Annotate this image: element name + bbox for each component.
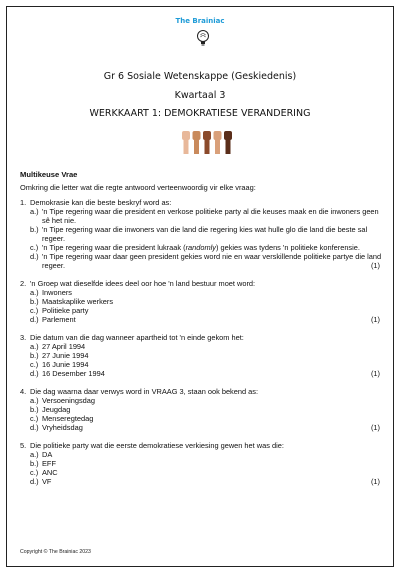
brand-name: The Brainiac [175, 17, 225, 25]
question-number: 1. [20, 198, 27, 207]
question-2 [20, 279, 386, 324]
answer-option[interactable] [30, 351, 386, 360]
answer-option[interactable] [30, 468, 386, 477]
fist-shape [203, 131, 211, 140]
option-letter[interactable]: c.) [30, 306, 39, 315]
question-5 [20, 441, 386, 486]
option-text: 16 Junie 1994 [42, 360, 89, 369]
option-text: Menseregtedag [42, 414, 94, 423]
option-letter[interactable]: b.) [30, 405, 39, 414]
answer-option[interactable] [30, 207, 386, 225]
option-text: 27 Junie 1994 [42, 351, 89, 360]
question-number: 2. [20, 279, 27, 288]
option-text-italic: randomly [185, 243, 216, 252]
option-text: 'n Tipe regering waar die president en verkose politieke party al die keuses maak en die inwoners geen sê het nie. [42, 207, 379, 225]
option-letter[interactable]: a.) [30, 288, 39, 297]
option-text: Parlement [42, 315, 76, 324]
question-number: 3. [20, 333, 27, 342]
worksheet-title: Gr 6 Sosiale Wetenskappe (Geskiedenis) [103, 71, 297, 82]
option-letter[interactable]: c.) [30, 243, 39, 252]
answer-option[interactable] [30, 315, 386, 324]
option-letter[interactable]: d.) [30, 315, 39, 324]
fist-shape [193, 131, 201, 140]
answer-option[interactable] [30, 288, 386, 297]
answer-option[interactable] [30, 405, 386, 414]
question-stem [20, 198, 386, 207]
worksheet-heading: WERKKAART 1: DEMOKRATIESE VERANDERING [89, 108, 311, 119]
option-letter[interactable]: b.) [30, 297, 39, 306]
option-letter[interactable]: d.) [30, 423, 39, 432]
question-stem [20, 441, 386, 450]
option-text-part: ) gekies was tydens 'n politieke konferensie. [215, 243, 360, 252]
option-letter[interactable]: b.) [30, 459, 39, 468]
answer-option[interactable] [30, 243, 386, 252]
arm-shape [184, 139, 189, 154]
option-text: VF [42, 477, 52, 486]
arm-shape [205, 139, 210, 154]
option-letter[interactable]: d.) [30, 252, 39, 261]
arm-shape [194, 139, 199, 154]
question-content [20, 170, 386, 495]
option-text: 27 April 1994 [42, 342, 86, 351]
option-letter[interactable]: c.) [30, 468, 39, 477]
raised-fists-icon [179, 129, 235, 155]
option-text: EFF [42, 459, 56, 468]
option-text: Vryheidsdag [42, 423, 83, 432]
lightbulb-logo-icon [195, 29, 211, 47]
answer-option[interactable] [30, 423, 386, 432]
question-4 [20, 387, 386, 432]
answer-option[interactable] [30, 477, 386, 486]
instruction-text: Omkring die letter wat die regte antwoord verteenwoordig vir elke vraag: [20, 183, 256, 192]
question-text: Die datum van die dag wanneer apartheid tot 'n einde gekom het: [30, 333, 244, 342]
option-letter[interactable]: d.) [30, 369, 39, 378]
option-letter[interactable]: a.) [30, 342, 39, 351]
option-letter[interactable]: b.) [30, 351, 39, 360]
option-list [30, 207, 386, 270]
term-label: Kwartaal 3 [174, 90, 226, 101]
fist-shape [214, 131, 222, 140]
answer-option[interactable] [30, 414, 386, 423]
question-list [20, 198, 386, 486]
fist-shape [224, 131, 232, 140]
option-letter[interactable]: a.) [30, 450, 39, 459]
option-text-part: 'n Tipe regering waar die president lukraak ( [42, 243, 186, 252]
answer-option[interactable] [30, 459, 386, 468]
answer-option[interactable] [30, 450, 386, 459]
answer-option[interactable] [30, 252, 386, 270]
option-text: DA [42, 450, 53, 459]
option-text: Inwoners [42, 288, 72, 297]
option-list [30, 450, 386, 486]
question-number: 5. [20, 441, 27, 450]
answer-option[interactable] [30, 360, 386, 369]
question-text: Demokrasie kan die beste beskryf word as: [30, 198, 172, 207]
option-text [42, 243, 386, 252]
question-number: 4. [20, 387, 27, 396]
section-title: Multikeuse Vrae [20, 170, 78, 179]
option-text: Maatskaplike werkers [42, 297, 114, 306]
option-letter[interactable]: a.) [30, 207, 39, 216]
option-text: 'n Tipe regering waar daar geen president gekies word nie en waar verskillende politieke partye die land regeer. [42, 252, 382, 270]
option-text: Politieke party [42, 306, 89, 315]
arm-shape [226, 139, 231, 154]
question-stem [20, 333, 386, 342]
option-text: Versoeningsdag [42, 396, 96, 405]
question-text: 'n Groep wat dieselfde idees deel oor hoe 'n land bestuur moet word: [30, 279, 256, 288]
mark-allocation: (1) [370, 261, 380, 270]
answer-option[interactable] [30, 297, 386, 306]
answer-option[interactable] [30, 342, 386, 351]
answer-option[interactable] [30, 369, 386, 378]
option-text: 'n Tipe regering waar die inwoners van die land die regering kies wat hulle glo die land die beste sal regeer. [42, 225, 368, 243]
question-text: Die dag waarna daar verwys word in VRAAG 3, staan ook bekend as: [30, 387, 258, 396]
option-letter[interactable]: c.) [30, 360, 39, 369]
option-letter[interactable]: b.) [30, 225, 39, 234]
option-text: ANC [42, 468, 58, 477]
question-1 [20, 198, 386, 270]
option-letter[interactable]: d.) [30, 477, 39, 486]
answer-option[interactable] [30, 396, 386, 405]
mark-allocation: (1) [370, 315, 380, 324]
fist-shape [182, 131, 190, 140]
mark-allocation: (1) [370, 477, 380, 486]
question-stem [20, 387, 386, 396]
option-letter[interactable]: a.) [30, 396, 39, 405]
mark-allocation: (1) [370, 423, 380, 432]
answer-option[interactable] [30, 306, 386, 315]
option-letter[interactable]: c.) [30, 414, 39, 423]
arm-shape [215, 139, 220, 154]
option-text: Jeugdag [42, 405, 71, 414]
option-list [30, 396, 386, 432]
question-text: Die politieke party wat die eerste demokratiese verkiesing gewen het was die: [30, 441, 284, 450]
option-list [30, 288, 386, 324]
copyright-footer: Copyright © The Brainiac 2023 [20, 549, 91, 555]
option-text: 16 Desember 1994 [42, 369, 105, 378]
option-list [30, 342, 386, 378]
question-stem [20, 279, 386, 288]
answer-option[interactable] [30, 225, 386, 243]
mark-allocation: (1) [370, 369, 380, 378]
question-3 [20, 333, 386, 378]
